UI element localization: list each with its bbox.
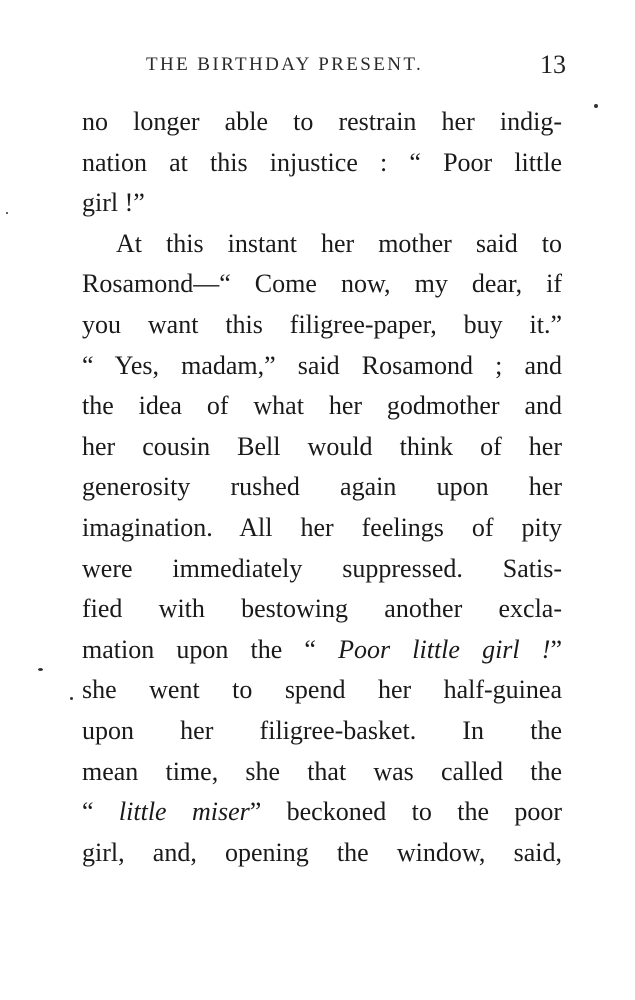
text-line — [82, 386, 562, 427]
text-line — [82, 670, 562, 711]
print-speck — [70, 697, 73, 700]
text-run: generosity rushed again upon her — [82, 472, 562, 502]
italic-text: Poor little girl ! — [338, 634, 551, 664]
text-line — [82, 224, 562, 265]
text-line — [82, 467, 562, 508]
text-run: mean time, she that was called the — [82, 756, 562, 786]
text-run: upon her filigree-basket. In the — [82, 715, 562, 745]
text-line — [82, 589, 562, 630]
text-line — [82, 630, 562, 671]
text-run: Rosamond—“ Come now, my dear, if — [82, 269, 562, 299]
text-run: no longer able to restrain her indig- — [82, 107, 562, 136]
text-run: girl !” — [82, 188, 145, 218]
text-line — [82, 183, 562, 224]
text-line — [82, 264, 562, 305]
text-run: her cousin Bell would think of her — [82, 431, 562, 461]
text-run: she went to spend her half-guinea — [82, 675, 562, 705]
text-line — [82, 711, 562, 752]
text-run: were immediately suppressed. Satis- — [82, 553, 562, 583]
text-line — [82, 102, 562, 143]
text-run: you want this filigree-paper, buy it.” — [82, 309, 562, 339]
text-line — [82, 143, 562, 184]
text-run: “ Yes, madam,” said Rosamond ; and — [82, 350, 562, 380]
text-line — [82, 305, 562, 346]
text-run: ” — [550, 634, 563, 664]
text-run: “ — [82, 797, 119, 827]
text-line — [82, 427, 562, 468]
text-run: fied with bestowing another excla- — [82, 594, 562, 624]
running-head — [146, 50, 576, 80]
print-speck — [594, 104, 598, 108]
text-line — [82, 752, 562, 793]
print-speck — [38, 668, 43, 671]
italic-text: little miser — [118, 797, 250, 827]
text-run: imagination. All her feelings of pity — [82, 512, 562, 542]
text-line — [82, 792, 562, 833]
text-line — [82, 833, 562, 874]
text-run: mation upon the “ — [82, 634, 339, 664]
text-run: ” beckoned to the poor — [249, 797, 563, 827]
print-speck — [6, 212, 8, 214]
body-text — [82, 102, 562, 873]
text-line — [82, 346, 562, 387]
text-line — [82, 508, 562, 549]
text-line — [82, 549, 562, 590]
text-run: At this instant her mother said to — [116, 228, 562, 258]
running-title: THE BIRTHDAY PRESENT. — [146, 54, 424, 75]
text-run: the idea of what her godmother and — [82, 391, 562, 421]
page-number: 13 — [540, 50, 566, 79]
text-run: girl, and, opening the window, said, — [82, 837, 562, 867]
text-run: nation at this injustice : “ Poor little — [82, 147, 562, 177]
